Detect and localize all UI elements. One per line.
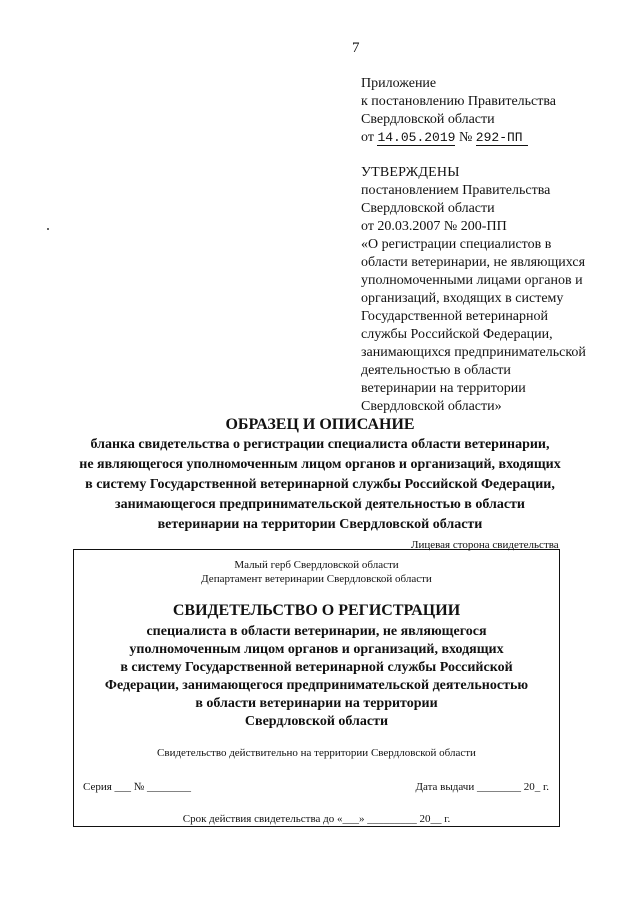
page-number: 7 — [352, 40, 360, 56]
approved-line: области ветеринарии, не являющихся — [361, 255, 586, 270]
appendix-date-line — [361, 129, 556, 147]
certificate-frame — [73, 549, 560, 827]
certificate-description-line: Свердловской области — [244, 714, 389, 729]
certificate-title: СВИДЕТЕЛЬСТВО О РЕГИСТРАЦИИ — [172, 602, 461, 619]
certificate-description-line: уполномоченным лицом органов и организаций, входящих — [129, 642, 504, 657]
document-title — [0, 415, 640, 535]
approved-line: ветеринарии на территории — [361, 381, 526, 396]
certificate-description-line: Федерации, занимающегося предпринимательской деятельностью — [104, 678, 529, 693]
certificate-description-line: в области ветеринарии на территории — [195, 696, 438, 711]
certificate-description-line: в систему Государственной ветеринарной службы Российской — [120, 660, 513, 675]
validity-statement: Свидетельство действительно на территории Свердловской области — [157, 747, 476, 759]
approved-line: Государственной ветеринарной — [361, 309, 549, 324]
appendix-title: Приложение — [361, 76, 437, 91]
approved-line: постановлением Правительства — [361, 183, 551, 198]
approved-heading: УТВЕРЖДЕНЫ — [361, 165, 460, 180]
approved-line: «О регистрации специалистов в — [361, 237, 552, 252]
approved-line: службы Российской Федерации, — [361, 327, 553, 342]
appendix-number: 292-ПП — [476, 131, 528, 146]
front-side-label: Лицевая сторона свидетельства — [411, 539, 559, 551]
expiry-date-field: Срок действия свидетельства до «___» _________ 20__ г. — [182, 813, 451, 825]
certificate-description — [74, 623, 559, 731]
approved-line: Свердловской области» — [361, 399, 502, 414]
document-title-main: ОБРАЗЕЦ И ОПИСАНИЕ — [225, 416, 415, 433]
department-label: Департамент ветеринарии Свердловской области — [201, 573, 432, 585]
document-title-line: занимающегося предпринимательской деятельностью в области — [114, 497, 526, 512]
appendix-line: к постановлению Правительства — [361, 94, 557, 109]
number-prefix: № — [458, 130, 473, 145]
date-prefix: от — [361, 130, 374, 145]
scan-speck — [47, 228, 49, 230]
approved-line: Свердловской области — [361, 201, 495, 216]
document-title-line: ветеринарии на территории Свердловской области — [157, 517, 483, 532]
issue-date-field: Дата выдачи ________ 20_ г. — [415, 781, 549, 793]
document-title-line: бланка свидетельства о регистрации специалиста области ветеринарии, — [90, 437, 550, 452]
approved-line: деятельностью в области — [361, 363, 511, 378]
series-number-field: Серия ___ № ________ — [83, 781, 192, 793]
appendix-line: Свердловской области — [361, 112, 495, 127]
approved-line: занимающихся предпринимательской — [361, 345, 586, 360]
appendix-date: 14.05.2019 — [377, 130, 456, 145]
document-title-line: в систему Государственной ветеринарной службы Российской Федерации, — [85, 477, 555, 492]
appendix-block — [361, 75, 556, 147]
approved-line: от 20.03.2007 № 200-ПП — [361, 219, 507, 234]
approved-line: организаций, входящих в систему — [361, 291, 564, 306]
certificate-description-line: специалиста в области ветеринарии, не являющегося — [146, 624, 487, 639]
coat-of-arms-label: Малый герб Свердловской области — [234, 559, 399, 571]
document-title-line: не являющегося уполномоченным лицом органов и организаций, входящих — [79, 457, 561, 472]
approved-line: уполномоченными лицами органов и — [361, 273, 583, 288]
approved-block — [361, 164, 586, 416]
